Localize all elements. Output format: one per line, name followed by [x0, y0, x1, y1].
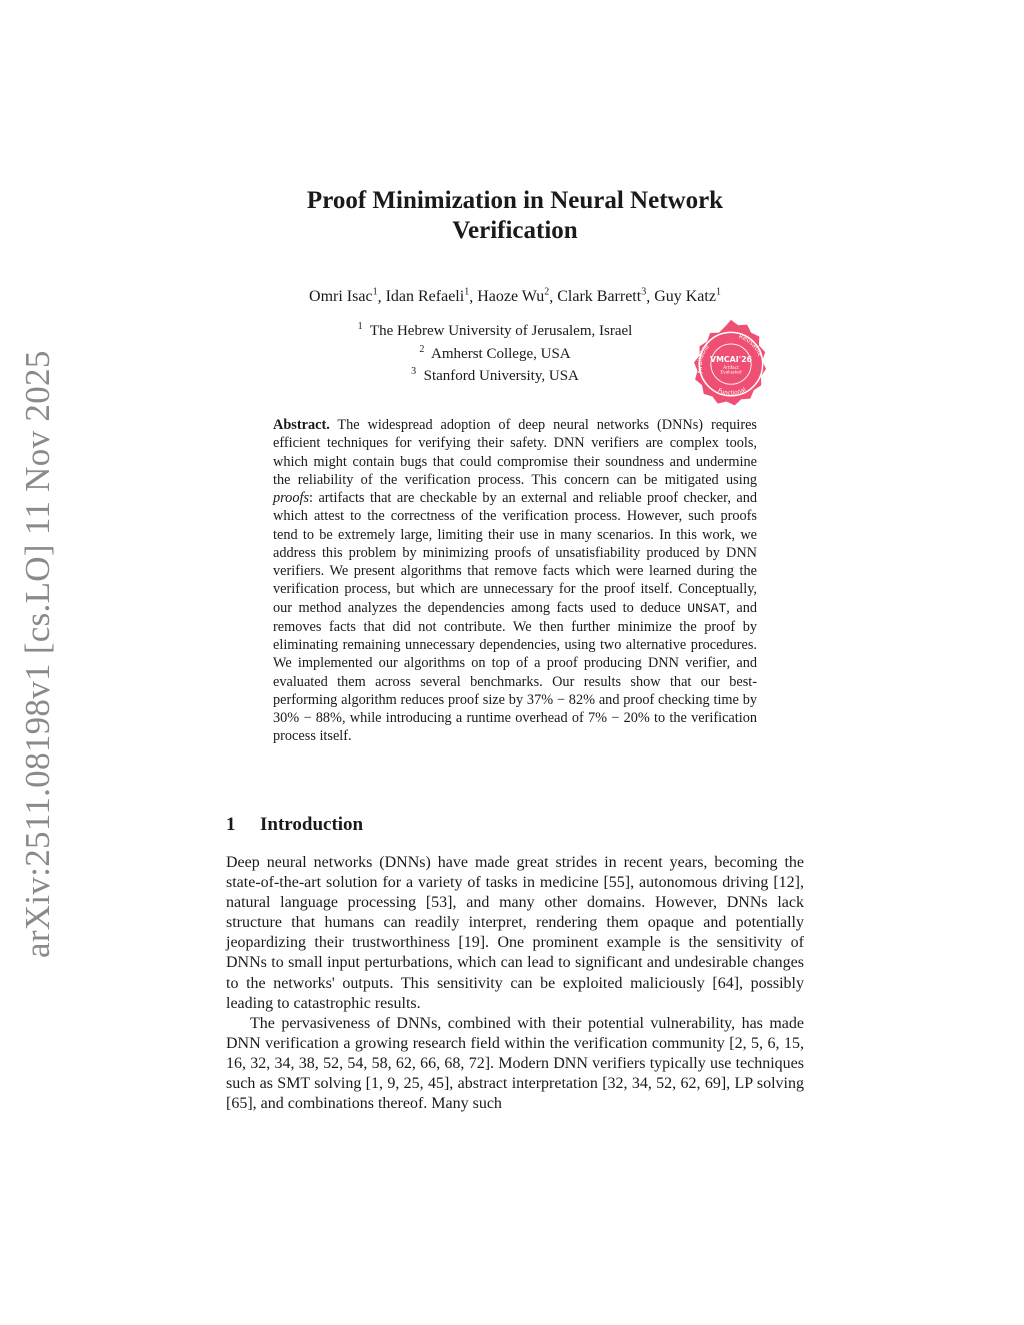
section-title: Introduction: [260, 814, 364, 835]
abstract-text-1: The widespread adoption of deep neural networks (DNNs) requires efficient techniques for verifying their safety. DNN verifiers are complex tools, which might contain bugs that could compromise their soundness and undermine the reliability of the verification process. This concern can be mitigated using: [273, 417, 757, 488]
author: Guy Katz$^1$: [654, 287, 721, 306]
author: Haoze Wu$^2$: [477, 287, 550, 306]
section-number: 1: [226, 814, 236, 835]
affiliation: $^1$ The Hebrew University of Jerusalem, Israel: [357, 321, 633, 339]
affiliation-list: [230, 318, 760, 386]
paragraph: The pervasiveness of DNNs, combined with their potential vulnerability, has made DNN verification a growing research field within the verification community [2, 5, 6, 15, 16, 32, 34, 38, 52, 54, 58, 62, 66, 68, 72]. Modern DNN verifiers typically use techniques such as SMT solving [1, 9, 25, 45], abstract interpretation [32, 34, 52, 62, 69], LP solving [65], and combinations thereof. Many such: [226, 1014, 804, 1113]
section-body: [226, 853, 804, 1114]
badge-center-title: VMCAI'26: [709, 355, 753, 365]
arxiv-identifier: arXiv:2511.08198v1 [cs.LO] 11 Nov 2025: [18, 350, 57, 958]
badge-arc-right: Reusable: [737, 333, 764, 358]
section-heading: [226, 813, 806, 837]
abstract-emphasis: proofs: [273, 490, 310, 506]
abstract-text-3: , and removes facts that did not contribute. We then further minimize the proof by eliminating remaining unnecessary dependencies, using two alternative procedures. We implemented our algorithms on top of a proof producing DNN verifier, and evaluated them across several benchmarks. Our results show that our best-performing algorithm reduces proof size by 37% − 82% and proof checking time by 30% − 88%, while introducing a runtime overhead of 7% − 20% to the verification process itself.: [273, 599, 757, 745]
affiliation: $^3$ Stanford University, USA: [411, 366, 579, 384]
badge-arc-bottom: Functional: [716, 387, 748, 397]
badge-arc-left: Available: [696, 343, 711, 375]
author: Idan Refaeli$^1$: [385, 287, 470, 306]
artifact-evaluation-badge-icon: [683, 318, 779, 414]
paper-title: [230, 186, 800, 246]
author: Omri Isac$^1$: [309, 287, 378, 306]
affiliation: $^2$ Amherst College, USA: [419, 343, 571, 362]
abstract-label: Abstract.: [273, 417, 330, 433]
abstract: [273, 416, 757, 746]
author-list: Omri Isac$^1$, Idan Refaeli$^1$, Haoze Wu$^2$, Clark Barrett$^3$, Guy Katz$^1$: [309, 287, 721, 306]
paper-title-line-1: Proof Minimization in Neural Network: [306, 187, 724, 214]
paper-title-line-2: Verification: [452, 217, 578, 244]
abstract-text-2: : artifacts that are checkable by an external and reliable proof checker, and which attest to the correctness of the verification process. However, such proofs tend to be extremely large, limiting their use in many scenarios. In this work, we address this problem by minimizing proofs of unsatisfiability produced by DNN verifiers. We present algorithms that remove facts which were learned during the verification process, but which are unnecessary for the proof itself. Conceptually, our method analyzes the dependencies among facts used to deduce: [273, 490, 757, 616]
badge-center-sub1: Artifact: [723, 364, 739, 370]
badge-center-sub2: Evaluated: [720, 369, 742, 375]
abstract-code: UNSAT: [687, 600, 727, 616]
paragraph: Deep neural networks (DNNs) have made great strides in recent years, becoming the state-of-the-art solution for a variety of tasks in medicine [55], autonomous driving [12], natural language processing [53], and many other domains. However, DNNs lack structure that humans can readily interpret, rendering them opaque and potentially jeopardizing their trustworthiness [19]. One prominent example is the sensitivity of DNNs to small input perturbations, which can lead to significant and undesirable changes to the networks' outputs. This sensitivity can be exploited maliciously [64], possibly leading to catastrophic results.: [226, 854, 804, 1012]
author: Clark Barrett$^3$: [557, 287, 647, 306]
